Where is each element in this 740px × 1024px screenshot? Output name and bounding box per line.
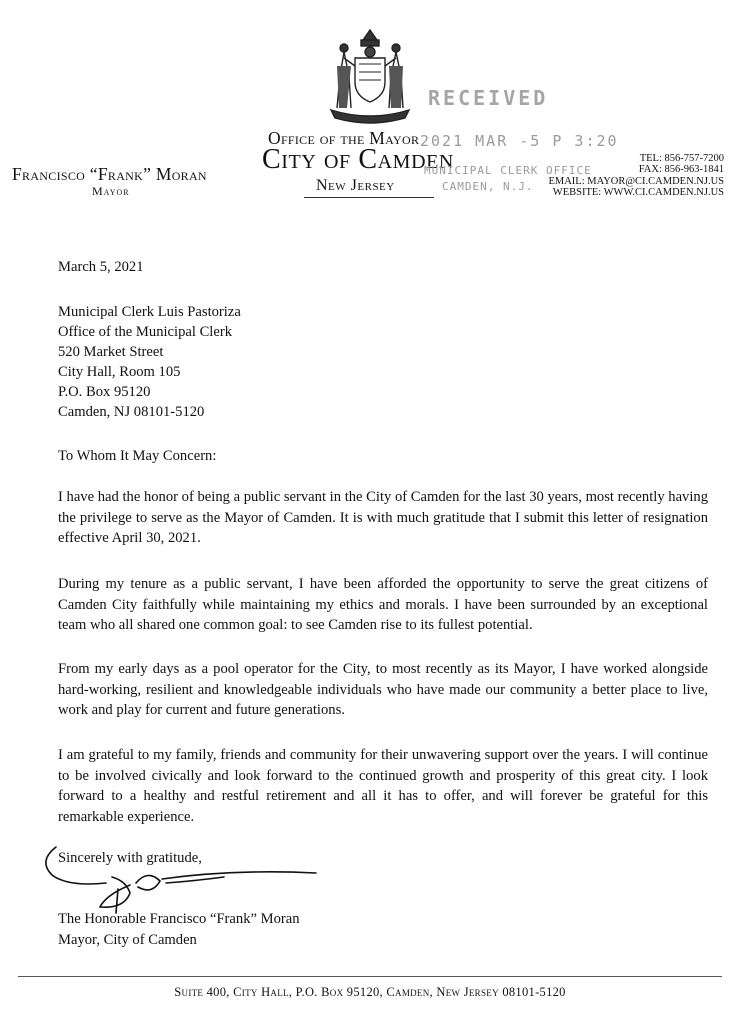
body-paragraph: During my tenure as a public servant, I have been afforded the opportunity to serve the great citizens of Camden City faithfully while maintaining my ethics and morals. I have been surrounded by an exceptional team who all shared one common goal: to see Camden rise to its fullest potential.	[58, 576, 708, 633]
signer-name: The Honorable Francisco “Frank” Moran	[58, 911, 300, 927]
received-stamp-office: MUNICIPAL CLERK OFFICE	[424, 164, 592, 177]
address-line: Municipal Clerk Luis Pastoriza	[58, 304, 241, 320]
body-paragraph: From my early days as a pool operator for the City, to most recently as its Mayor, I have worked alongside hard-working, resilient and knowledgeable individuals who have made our community a better place to live, work and play for current and future generations.	[58, 661, 708, 718]
address-line: P.O. Box 95120	[58, 384, 151, 400]
received-stamp-city: CAMDEN, N.J.	[442, 180, 534, 193]
contact-email: EMAIL: MAYOR@CI.CAMDEN.NJ.US	[548, 176, 724, 187]
office-of-mayor-heading: Office of the Mayor	[268, 128, 420, 148]
received-stamp-date: 2021 MAR -5 P 3:20	[420, 132, 619, 150]
closing: Sincerely with gratitude,	[58, 850, 202, 866]
footer-rule	[18, 976, 722, 977]
contact-website: WEBSITE: WWW.CI.CAMDEN.NJ.US	[552, 187, 724, 198]
letterhead-rule	[304, 197, 434, 198]
mayor-name: Francisco “Frank” Moran	[12, 164, 207, 184]
address-line: 520 Market Street	[58, 344, 164, 360]
handwritten-signature	[34, 845, 334, 915]
city-name-heading: City of Camden	[262, 144, 454, 175]
letter-date: March 5, 2021	[58, 259, 144, 275]
signer-title: Mayor, City of Camden	[58, 932, 197, 948]
address-line: Camden, NJ 08101-5120	[58, 404, 205, 420]
body-paragraph: I have had the honor of being a public servant in the City of Camden for the last 30 years, most recently having the privilege to serve as the Mayor of Camden. It is with much gratitude that I submit this letter of resignation effective April 30, 2021.	[58, 489, 708, 546]
address-line: City Hall, Room 105	[58, 364, 181, 380]
salutation: To Whom It May Concern:	[58, 448, 217, 464]
state-name: New Jersey	[316, 177, 395, 194]
city-seal-icon	[325, 26, 415, 130]
address-line: Office of the Municipal Clerk	[58, 324, 232, 340]
contact-fax: FAX: 856-963-1841	[638, 164, 724, 175]
received-stamp: RECEIVED	[428, 86, 549, 110]
footer-address: Suite 400, City Hall, P.O. Box 95120, Camden, New Jersey 08101-5120	[174, 985, 566, 999]
contact-tel: TEL: 856-757-7200	[639, 153, 724, 164]
body-paragraph: I am grateful to my family, friends and community for their unwavering support over the years. I will continue to be involved civically and look forward to the continued growth and prosperity of this great city. I look forward to a healthy and restful retirement and all it has to offer, and will forever be grateful for this remarkable experience.	[58, 747, 708, 825]
mayor-title: Mayor	[92, 184, 130, 198]
